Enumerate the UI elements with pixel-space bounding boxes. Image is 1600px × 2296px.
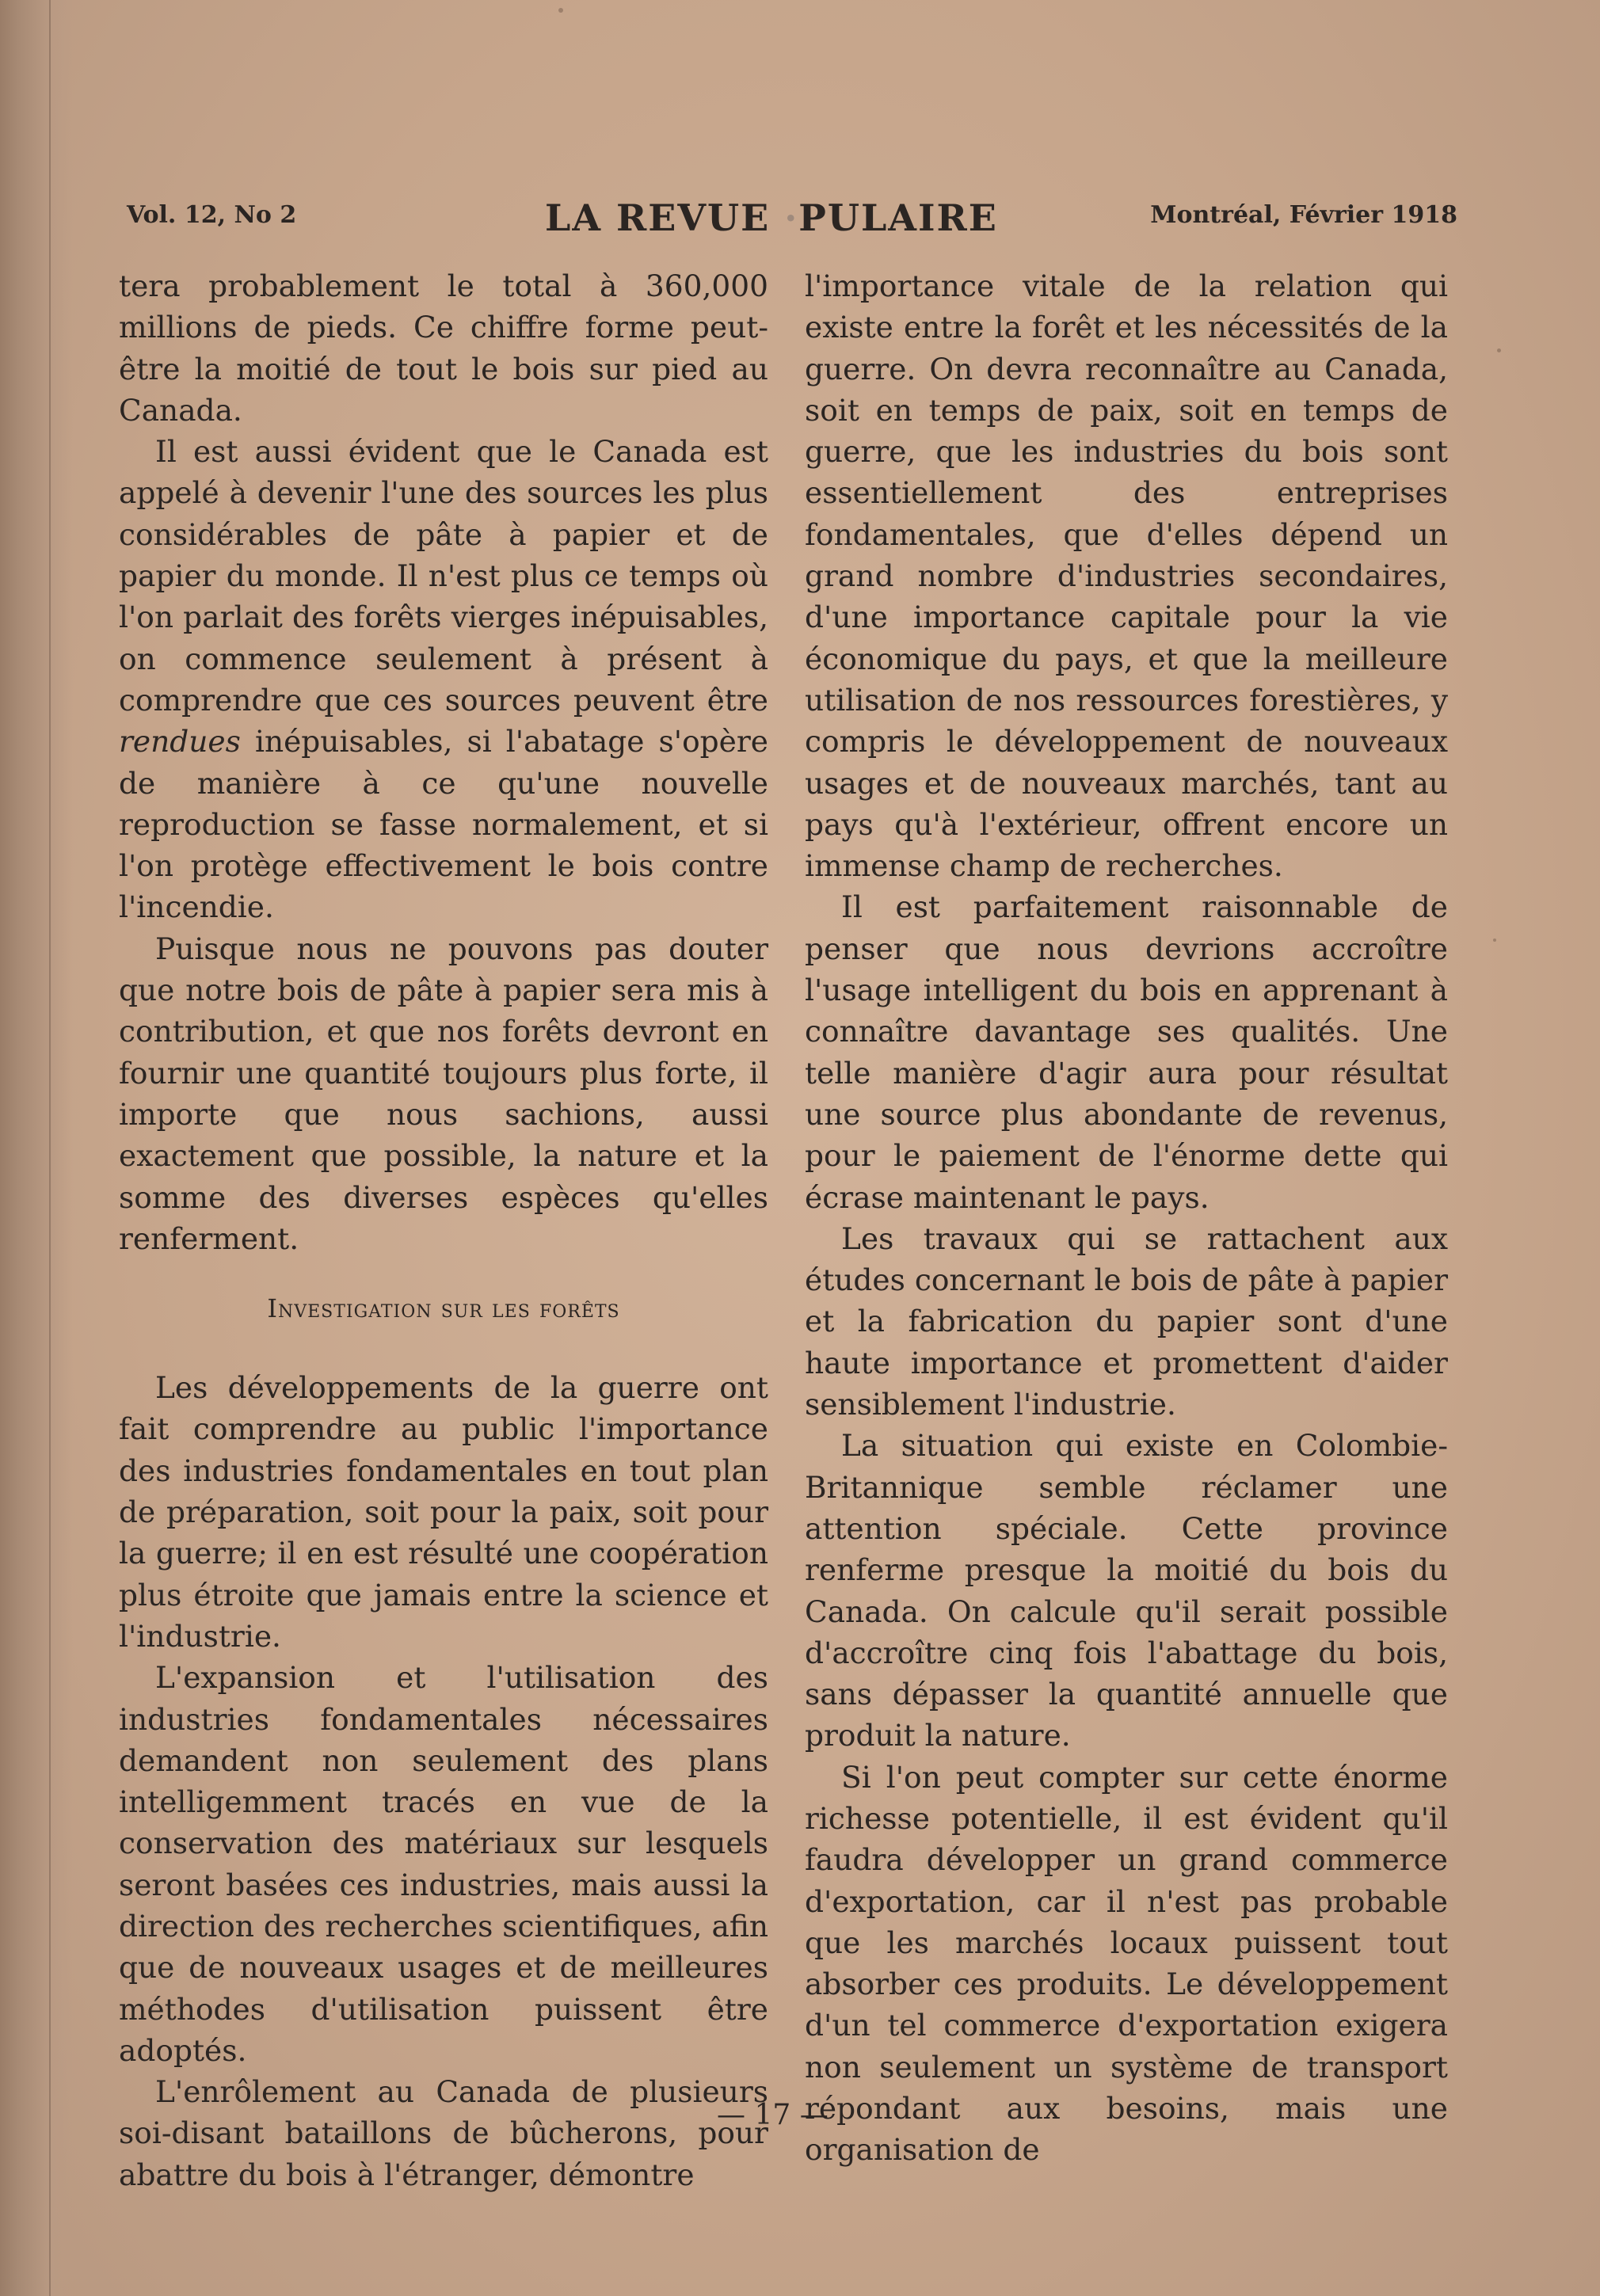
paper-speck [1493,939,1496,942]
right-paragraph-5: Si l'on peut compter sur cette énorme richesse potentielle, il est évident qu'il faudra développer un grand commerce d'exportation, car il n'est pas probable que les marchés locaux puissent tout absorber ces produits. Le développement d'un tel commerce d'exportation exigera non seulement un système de transport répondant aux besoins, mais une organisation de [805,1759,1448,2168]
right-column [805,265,1448,2171]
right-paragraph-2: Il est parfaitement raisonnable de penser que nous devrions accroître l'usage intelligent du bois en apprenant à connaître davantage ses qualités. Une telle manière d'agir aura pour résultat une source plus abondante de revenus, pour le paiement de l'énorme dette qui écrase maintenant le pays. [805,889,1448,1215]
header-title [545,196,998,239]
left-paragraph-5: L'expansion et l'utilisation des industries fondamentales nécessaires demandent non seulement des plans intelligemment tracés en vue de la conservation des matériaux sur lesquels seront basées ces industries, mais aussi la direction des recherches scientifiques, afin que de nouveaux usages et de meilleures méthodes d'utilisation puissent être adoptés. [119,1660,768,2068]
paper-speck [1497,348,1501,352]
header-volume: Vol. 12, No 2 [127,201,297,229]
right-paragraph-4: La situation qui existe en Colombie-Britannique semble réclamer une attention spéciale. Cette province renferme presque la moitié du bois du Canada. On calcule qu'il serait possible d'accroître cinq fois l'abattage du bois, sans dépasser la quantité annuelle que produit la nature. [805,1428,1448,1753]
header-date: Montréal, Février 1918 [1150,201,1457,229]
page-fold-line [49,0,51,2296]
left-paragraph-4: Les développements de la guerre ont fait comprendre au public l'importance des industries fondamentales en tout plan de préparation, soit pour la paix, soit pour la guerre; il en est résulté une coopération plus étroite que jamais entre la science et l'industrie. [119,1370,768,1654]
header-title-part2: PULAIRE [798,196,998,239]
page-header [119,196,1457,244]
left-paragraph-2-emphasis: rendues [119,724,241,760]
left-paragraph-3: Puisque nous ne pouvons pas douter que notre bois de pâte à papier sera mis à contribution, et que nos forêts devront en fournir une quantité toujours plus forte, il importe que nous sachions, aussi exactement que possible, la nature et la somme des diverses espèces qu'elles renferment. [119,931,768,1256]
header-title-faded: · [784,196,799,239]
page-binding-edge [0,0,73,2296]
right-paragraph-3: Les travaux qui se rattachent aux études concernant le bois de pâte à papier et la fabrication du papier sont d'une haute importance et promettent d'aider sensiblement l'industrie. [805,1220,1448,1422]
left-column [119,265,768,2195]
left-paragraph-6: L'enrôlement au Canada de plusieurs soi-disant bataillons de bûcherons, pour abattre du bois à l'étranger, démontre [119,2074,768,2192]
left-paragraph-2 [119,431,768,928]
right-paragraph-1: l'importance vitale de la relation qui existe entre la forêt et les nécessités de la guerre. On devra reconnaître au Canada, soit en temps de paix, soit en temps de guerre, que les industries du bois sont essentiellement des entreprises fondamentales, que d'elles dépend un grand nombre d'industries secondaires, d'une importance capitale pour la vie économique du pays, et que la meilleure utilisation de nos ressources forestières, y compris le développement de nouveaux usages et de nouveaux marchés, tant au pays qu'à l'extérieur, offrent encore un immense champ de recherches. [805,268,1448,884]
left-paragraph-2-text-a: Il est aussi évident que le Canada est appelé à devenir l'une des sources les plus considérables de pâte à papier et de papier du monde. Il n'est plus ce temps où l'on parlait des forêts vierges inépuisables, on commence seulement à présent à comprendre que ces sources peuvent être [119,434,768,718]
page-number: — 17 — [717,2099,829,2131]
section-title: Investigation sur les forêts [267,1293,620,1324]
paper-speck [558,8,563,13]
left-paragraph-1: tera probablement le total à 360,000 millions de pieds. Ce chiffre forme peut-être la moitié de tout le bois sur pied au Canada. [119,268,768,428]
left-paragraph-2-text-b: inépuisables, si l'abatage s'opère de manière à ce qu'une nouvelle reproduction se fasse normalement, et si l'on protège effectivement le bois contre l'incendie. [119,724,768,925]
header-title-part1: LA REVUE [545,196,771,239]
